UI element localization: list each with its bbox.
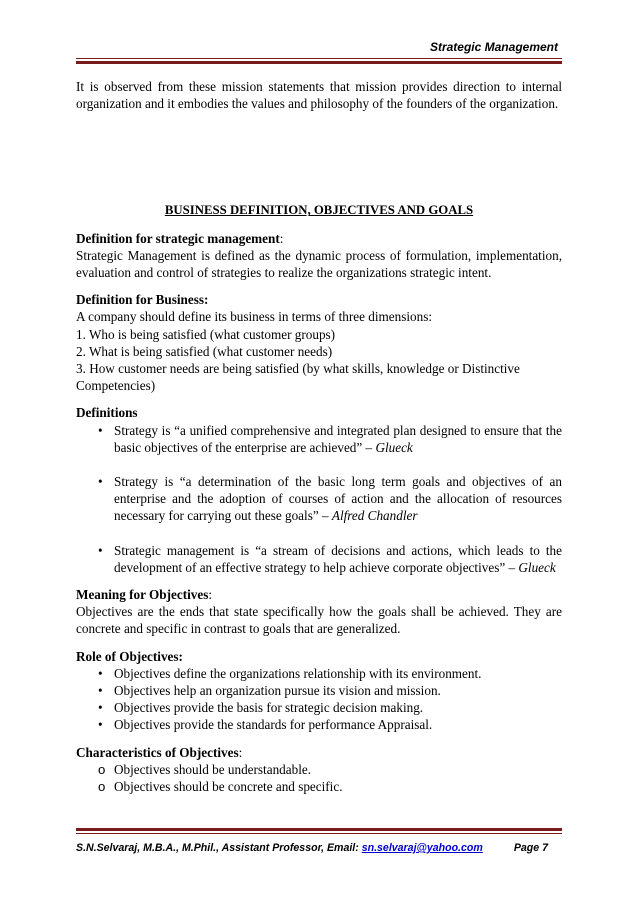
- definition-author: Glueck: [375, 439, 413, 455]
- footer-author: S.N.Selvaraj, M.B.A., M.Phil., Assistant Professor, Email:: [76, 842, 362, 854]
- definition-text: Strategic management is “a stream of decisions and actions, which leads to the development of an effective strategy to help achieve corporate objectives” –: [114, 542, 562, 575]
- circle-bullet-icon: o: [98, 779, 106, 795]
- meaning-text: Objectives are the ends that state specifically how the goals shall be achieved. They are concrete and specific in contrast to goals that are generalized.: [76, 604, 562, 637]
- def-strategic-text: Strategic Management is defined as the dynamic process of formulation, implementation, evaluation and control of strategies to realize the organizations strategic intent.: [76, 247, 562, 281]
- footer-rule-thick: [76, 828, 562, 831]
- definitions-list: [76, 422, 562, 576]
- intro-paragraph: It is observed from these mission statements that mission provides direction to internal organization and it embodies the values and philosophy of the founders of the organization.: [76, 79, 562, 112]
- footer-rule-thin: [76, 833, 562, 834]
- characteristic-text: Objectives should be concrete and specific.: [114, 779, 343, 795]
- def-business-label: Definition for Business:: [76, 292, 209, 308]
- characteristics-colon: :: [238, 744, 243, 760]
- bullet-icon: •: [98, 717, 103, 733]
- list-item: [76, 778, 562, 795]
- def-strategic-heading: [76, 230, 562, 247]
- list-item: [76, 761, 562, 778]
- role-item-text: Objectives provide the basis for strategic decision making.: [114, 700, 424, 716]
- characteristic-text: Objectives should be understandable.: [114, 761, 312, 777]
- list-item: [76, 473, 562, 525]
- list-item: [76, 699, 562, 716]
- circle-bullet-icon: o: [98, 761, 106, 777]
- def-business-line: 1. Who is being satisfied (what customer groups): [76, 326, 336, 342]
- characteristics-heading: [76, 744, 562, 761]
- def-business-line: 3. How customer needs are being satisfied (by what skills, knowledge or Distinctive Competencies): [76, 361, 520, 394]
- bullet-icon: •: [98, 683, 103, 699]
- role-item-text: Objectives define the organizations relationship with its environment.: [114, 665, 482, 681]
- bullet-icon: •: [98, 665, 103, 681]
- definition-author: Alfred Chandler: [331, 508, 418, 524]
- bullet-icon: •: [98, 700, 103, 716]
- page-number: Page 7: [513, 842, 548, 854]
- footer: [76, 842, 562, 854]
- role-label: Role of Objectives:: [76, 648, 183, 664]
- list-item: [76, 682, 562, 699]
- header-title: Strategic Management: [429, 40, 558, 54]
- meaning-colon: :: [208, 587, 213, 603]
- list-item: [76, 422, 562, 456]
- header-rule-thick: [76, 61, 562, 64]
- bullet-icon: •: [98, 542, 103, 558]
- list-item: [76, 665, 562, 682]
- meaning-heading: [76, 586, 562, 603]
- role-list: [76, 665, 562, 734]
- def-business-line: A company should define its business in terms of three dimensions:: [76, 309, 433, 325]
- def-business-line: 2. What is being satisfied (what customer needs): [76, 343, 333, 359]
- header-rule-thin: [76, 58, 562, 59]
- bullet-icon: •: [98, 422, 103, 438]
- footer-email-link[interactable]: sn.selvaraj@yahoo.com: [361, 842, 483, 854]
- def-strategic-colon: :: [279, 230, 284, 246]
- definition-text: Strategy is “a unified comprehensive and integrated plan designed to ensure that the basic objectives of the enterprise are achieved” –: [114, 422, 562, 455]
- characteristics-label: Characteristics of Objectives: [76, 744, 239, 760]
- characteristics-list: [76, 761, 562, 795]
- role-item-text: Objectives help an organization pursue its vision and mission.: [114, 683, 441, 699]
- list-item: [76, 716, 562, 733]
- def-strategic-label: Definition for strategic management: [76, 230, 280, 246]
- page-body: [76, 78, 562, 795]
- role-item-text: Objectives provide the standards for performance Appraisal.: [114, 717, 433, 733]
- definition-text: Strategy is “a determination of the basic long term goals and objectives of an enterprise and the adoption of courses of action and the allocation of resources necessary for carrying out these goals” –: [114, 474, 562, 524]
- bullet-icon: •: [98, 474, 103, 490]
- definition-author: Glueck: [518, 559, 556, 575]
- section-heading: BUSINESS DEFINITION, OBJECTIVES AND GOALS: [164, 203, 474, 218]
- list-item: [76, 542, 562, 576]
- meaning-label: Meaning for Objectives: [76, 587, 209, 603]
- definitions-label: Definitions: [76, 405, 138, 421]
